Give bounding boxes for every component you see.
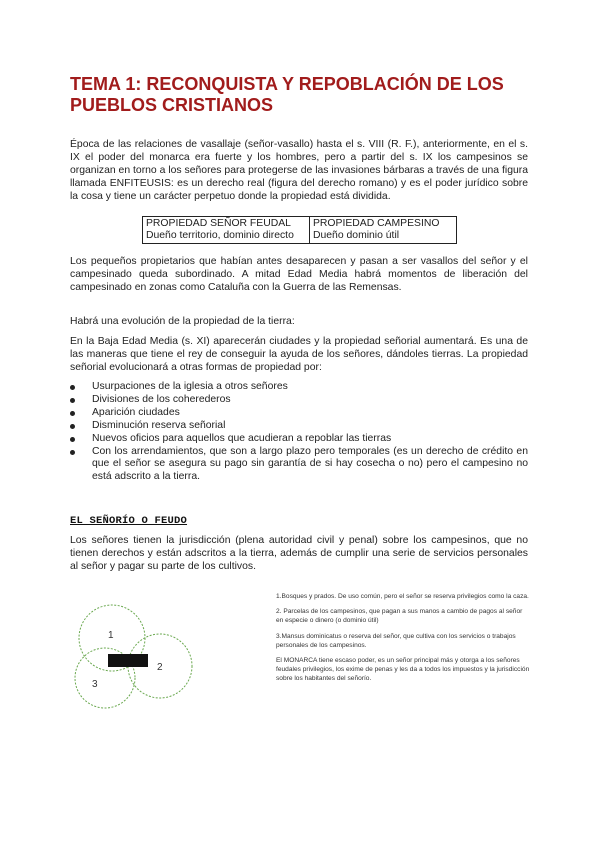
list-item <box>70 407 528 420</box>
list-item-text: Divisiones de los coherederos <box>92 393 231 405</box>
list-item-text: Nuevos oficios para aquellos que acudieran a repoblar las tierras <box>92 432 392 444</box>
diagram-notes <box>276 592 531 690</box>
list-item-text: Aparición ciudades <box>92 406 180 418</box>
paragraph-jurisdiction: Los señores tienen la jurisdicción (plena autoridad civil y penal) sobre los campesinos, que no tienen derechos y están adscritos a la tierra, además de cumplir una serie de servicios personales al señor y pagar su parte de los cultivos. <box>70 535 528 572</box>
note-item: 3.Mansus dominicatus o reserva del señor, que cultiva con los servicios o trabajos personales de los campesinos. <box>276 632 516 649</box>
bullet-icon <box>70 411 75 416</box>
table-header-lord <box>143 217 310 244</box>
bullet-icon <box>70 398 75 403</box>
feudal-diagram <box>70 600 270 710</box>
list-item-text: Con los arrendamientos, que son a largo plazo pero temporales (es un derecho de crédito en que el señor se asegura su pago sin garantía de si hay cosecha o no) pero el campesino no está adscrito a la tierra. <box>92 445 528 483</box>
bullet-icon <box>70 437 75 442</box>
list-item <box>70 420 528 433</box>
table-header-lord-text: PROPIEDAD SEÑOR FEUDAL <box>146 218 291 229</box>
bullet-icon <box>70 424 75 429</box>
list-item-text: Disminución reserva señorial <box>92 419 226 431</box>
list-item <box>70 446 528 485</box>
bullet-icon <box>70 450 75 455</box>
note-item: 1.Bosques y prados. De uso común, pero el señor se reserva privilegios como la caza. <box>276 593 529 600</box>
list-item <box>70 433 528 446</box>
table-value-peasant-text: Dueño dominio útil <box>313 230 400 241</box>
intro-paragraph: Época de las relaciones de vasallaje (señor-vasallo) hasta el s. VIII (R. F.), anteriormente, en el s. IX el poder del monarca era fuerte y los hombres, pero a partir del s. IX los campesinos se organizan en torno a los señores para protegerse de las invasiones bárbaras a través de una figura llamada ENFITEUSIS: es un derecho real (figura del derecho romano) y es el poder jurídico sobre la cosa y tiene un carácter perpetuo donde la propiedad está dividida. <box>70 139 528 202</box>
property-table <box>142 216 457 244</box>
reserve-block <box>108 654 148 667</box>
page-title: TEMA 1: RECONQUISTA Y REPOBLACIÓN DE LOS PUEBLOS CRISTIANOS <box>70 74 504 115</box>
list-item-text: Usurpaciones de la iglesia a otros señores <box>92 381 288 392</box>
bullet-icon <box>70 385 75 390</box>
circle-3-label: 3 <box>92 679 98 690</box>
paragraph-evolution: Habrá una evolución de la propiedad de la tierra: <box>70 316 295 327</box>
paragraph-vassals: Los pequeños propietarios que habían antes desaparecen y pasan a ser vasallos del señor y el campesinado queda subordinado. A mitad Edad Media habrá momentos de liberación del campesinado en zonas como Cataluña con la Guerra de las Remensas. <box>70 256 528 293</box>
paragraph-baja-edad-media: En la Baja Edad Media (s. XI) aparecerán ciudades y la propiedad señorial aumentará. Es una de las maneras que tiene el rey de conseguir la ayuda de los señores, dándoles tierras. La propiedad señorial evolucionará a otras formas de propiedad por: <box>70 336 528 373</box>
table-value-lord-text: Dueño territorio, dominio directo <box>146 230 294 241</box>
section-heading: EL SEÑORÍO O FEUDO <box>70 515 188 527</box>
list-item <box>70 394 528 407</box>
circle-2-label: 2 <box>157 662 163 673</box>
table-header-peasant-text: PROPIEDAD CAMPESINO <box>313 218 440 229</box>
circle-1-label: 1 <box>108 630 114 641</box>
causes-list <box>70 381 528 484</box>
note-item: El MONARCA tiene escaso poder, es un señor principal más y otorga a los señores feudales privilegios, los exime de penas y les da a todos los impuestos y la jurisdicción sobre los habitantes del señorío. <box>276 657 530 683</box>
list-item <box>70 381 528 394</box>
table-header-peasant <box>310 217 457 244</box>
note-item: 2. Parcelas de los campesinos, que pagan a sus manos a cambio de pagos al señor en especie o dinero (o dominio útil) <box>276 608 523 625</box>
